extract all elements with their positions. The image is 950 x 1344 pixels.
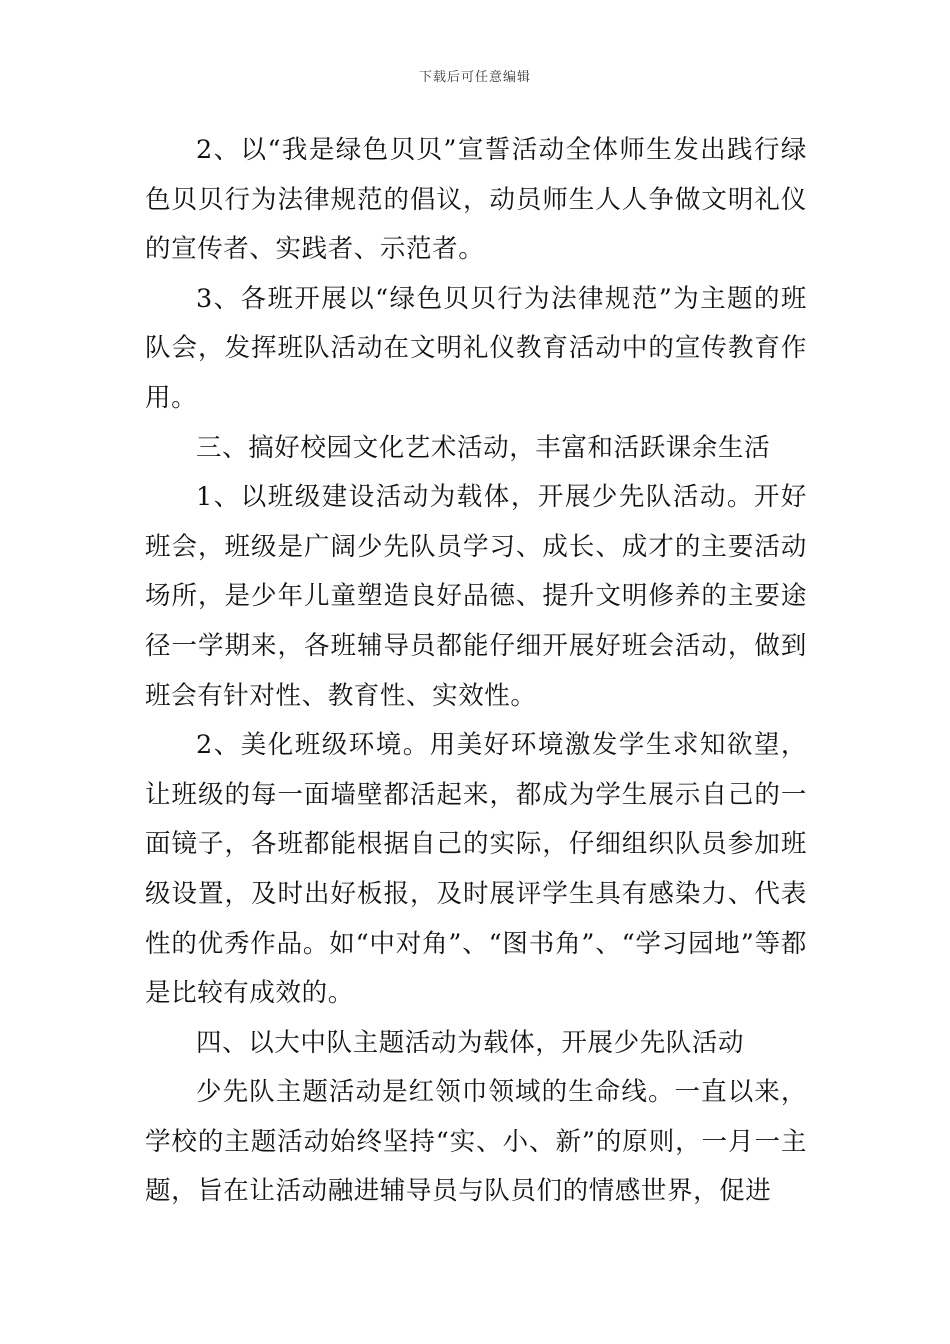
section-heading-theme-activities: 四、以大中队主题活动为载体，开展少先队活动: [196, 1027, 745, 1058]
document-body: [145, 126, 807, 1217]
paragraph-class-building: 1、以班级建设活动为载体，开展少先队活动。开好班会，班级是广阔少先队员学习、成长、成才的主要活动场所，是少年儿童塑造良好品德、提升文明修养的主要途径一学期来，各班辅导员都能仔细开展好班会活动，做到班会有针对性、教育性、实效性。: [145, 482, 807, 711]
paragraph-class-meeting: 3、各班开展以“绿色贝贝行为法律规范”为主题的班队会，发挥班队活动在文明礼仪教育活动中的宣传教育作用。: [145, 283, 807, 413]
paragraph-theme-activities: 少先队主题活动是红领巾领域的生命线。一直以来，学校的主题活动始终坚持“实、小、新”的原则，一月一主题，旨在让活动融进辅导员与队员们的情感世界，促进: [145, 1077, 807, 1207]
page-header: 下载后可任意编辑: [418, 70, 531, 85]
paragraph-class-environment: 2、美化班级环境。用美好环境激发学生求知欲望，让班级的每一面墙壁都活起来，都成为学生展示自己的一面镜子，各班都能根据自己的实际，仔细组织队员参加班级设置，及时出好板报，及时展评学生具有感染力、代表性的优秀作品。如“中对角”、“图书角”、“学习园地”等都是比较有成效的。: [145, 730, 807, 1009]
section-heading-campus-culture: 三、搞好校园文化艺术活动，丰富和活跃课余生活: [196, 432, 771, 463]
paragraph-pledge-activity: 2、以“我是绿色贝贝”宣誓活动全体师生发出践行绿色贝贝行为法律规范的倡议，动员师生人人争做文明礼仪的宣传者、实践者、示范者。: [145, 135, 807, 265]
